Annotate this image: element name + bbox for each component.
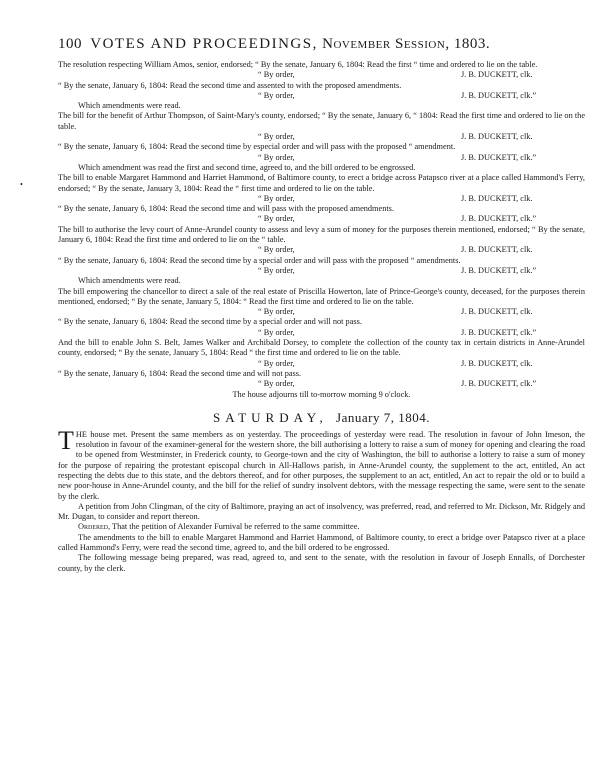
by-order: “ By order,	[258, 214, 295, 224]
clerk-signature: J. B. DUCKETT, clk.	[461, 193, 533, 203]
day-heading	[58, 410, 585, 425]
paragraph: The following message being prepared, was read, agreed to, and sent to the senate, with the resolution in favour of Joseph Ennalls, of Dorchester county, by the clerk.	[58, 553, 585, 573]
paragraph	[58, 522, 585, 532]
by-order: “ By order,	[258, 245, 295, 255]
clerk-signature: J. B. DUCKETT, clk.	[461, 358, 533, 368]
clerk-signature: J. B. DUCKETT, clk.”	[461, 152, 537, 162]
paragraph: A petition from John Clingman, of the city of Baltimore, praying an act of insolvency, was preferred, read, and referred to Mr. Dickson, Mr. Ridgely and Mr. Dugan, to consider and report thereon.	[58, 501, 585, 522]
paragraph-text: HE house met. Present the same members as on yesterday. The proceedings of yesterday were read. The resolution in favour of John Imeson, the resolution in favour of the examiner-general for the western shore, the bill authorising a lottery to raise a sum of money for opening and clearing the road to be opened from Westminster, in Frederick county, to George-town and the city of Washington, the bill to authorise a lottery to raise a sum of money for the purpose of repairing the protestant episcopal church in All-Hallows parish, in Anne-Arundel county, the supplement to the act, entitled, An act respecting the debts due to this state, and the debtors thereof, and for other purposes, the supplement to an act, entitled, An act to repair the old or to build a new poor-house in Anne-Arundel county, and the bill for the relief of sundry insolvent debtors, with the message respecting the same, were sent to the senate by the clerk.	[58, 429, 585, 501]
by-order: “ By order,	[258, 307, 295, 317]
signature-line	[58, 266, 585, 276]
by-order: “ By order,	[258, 379, 295, 389]
clerk-signature: J. B. DUCKETT, clk.”	[461, 379, 537, 389]
paragraph-text: That the petition of Alexander Furnival be referred to the same committee.	[112, 522, 360, 532]
paragraph: “ By the senate, January 6, 1804: Read the second time and assented to with the proposed amendments.	[58, 80, 402, 90]
paragraph: The resolution respecting William Amos, senior, endorsed; “ By the senate, January 6, 1804: Read the first “ time and ordered to lie on the table.	[58, 60, 538, 69]
page-number: 100	[58, 36, 82, 52]
adjournment-note: The house adjourns till to-morrow morning 9 o'clock.	[232, 389, 411, 399]
page-body	[58, 60, 585, 574]
paragraph: The bill to enable Margaret Hammond and Harriet Hammond, of Baltimore county, to erect a bridge across Patapsco river at a place called Hammond's Ferry, endorsed; “ By the senate, January 3, 1804: Read the “ first time and ordered to lie on the table.	[58, 173, 585, 193]
paragraph: “ By the senate, January 6, 1804: Read the second time by especial order and will pass with the proposed “ amendment.	[58, 142, 456, 152]
by-order: “ By order,	[258, 193, 295, 203]
paragraph: “ By the senate, January 6, 1804: Read the second time and will pass with the proposed amendments.	[58, 204, 394, 214]
by-order: “ By order,	[258, 152, 295, 162]
by-order: “ By order,	[258, 90, 295, 100]
header-title: VOTES AND PROCEEDINGS,	[90, 36, 318, 52]
header-session: November Session, 1803.	[322, 36, 491, 52]
margin-mark: •	[20, 180, 23, 189]
signature-line	[58, 214, 585, 224]
signature-line	[58, 91, 585, 101]
paragraph: The amendments to the bill to enable Margaret Hammond and Harriet Hammond, of Baltimore county, to erect a bridge over Patapsco river at a place called Hammond's Ferry, were read the second time, agreed to, and the bill ordered to be engrossed.	[58, 532, 585, 553]
signature-line	[58, 153, 585, 163]
paragraph: “ By the senate, January 6, 1804: Read the second time by a special order and will pass with the proposed “ amendments.	[58, 255, 461, 265]
paragraph: Which amendments were read.	[78, 276, 181, 286]
by-order: “ By order,	[258, 358, 295, 368]
day-name: SATURDAY,	[213, 409, 328, 425]
signature-line	[58, 307, 585, 317]
clerk-signature: J. B. DUCKETT, clk.”	[461, 327, 537, 337]
paragraph: And the bill to enable John S. Belt, James Walker and Archibald Dorsey, to complete the collection of the county tax in certain districts in Anne-Arundel county, endorsed; “ By the senate, January 5, 1804: Read “ the first time and ordered to lie on the table.	[58, 338, 585, 358]
by-order: “ By order,	[258, 265, 295, 275]
signature-line	[58, 132, 585, 142]
drop-cap: T	[58, 425, 74, 455]
signature-line	[58, 359, 585, 369]
ordered-label: Ordered,	[78, 522, 111, 532]
clerk-signature: J. B. DUCKETT, clk.	[461, 245, 533, 255]
paragraph: Which amendment was read the first and second time, agreed to, and the bill ordered to be engrossed.	[78, 162, 416, 172]
paragraph	[58, 425, 585, 502]
clerk-signature: J. B. DUCKETT, clk.”	[461, 90, 537, 100]
clerk-signature: J. B. DUCKETT, clk.”	[461, 265, 537, 275]
by-order: “ By order,	[258, 327, 295, 337]
clerk-signature: J. B. DUCKETT, clk.”	[461, 214, 537, 224]
by-order: “ By order,	[258, 132, 295, 142]
signature-line	[58, 70, 585, 80]
paragraph: “ By the senate, January 6, 1804: Read the second time by a special order and will not pass.	[58, 317, 362, 327]
running-header	[58, 36, 558, 53]
paragraph: The bill empowering the chancellor to direct a sale of the real estate of Priscilla Howerton, late of Prince-George's county, deceased, for the purposes therein mentioned, endorsed; “ By the senate, January 5, 1804: “ Read the first time and ordered to lie on the table.	[58, 286, 585, 306]
day-date: January 7, 1804.	[336, 409, 430, 425]
by-order: “ By order,	[258, 70, 295, 80]
clerk-signature: J. B. DUCKETT, clk.	[461, 307, 533, 317]
clerk-signature: J. B. DUCKETT, clk.	[461, 132, 533, 142]
signature-line	[58, 328, 585, 338]
paragraph: Which amendments were read.	[78, 101, 181, 111]
paragraph: “ By the senate, January 6, 1804: Read the second time and will not pass.	[58, 368, 302, 378]
clerk-signature: J. B. DUCKETT, clk.	[461, 70, 533, 80]
signature-line	[58, 379, 585, 389]
signature-line	[58, 245, 585, 255]
paragraph: The bill to authorise the levy court of Anne-Arundel county to assess and levy a sum of money for the purposes therein mentioned, endorsed; “ By the senate, January 6, 1804: Read the first time and ordered to lie on the “ table.	[58, 224, 585, 245]
signature-line	[58, 194, 585, 204]
paragraph: The bill for the benefit of Arthur Thompson, of Saint-Mary's county, endorsed; “ By the senate, January 6, “ 1804: Read the first time and ordered to lie on the table.	[58, 111, 585, 131]
